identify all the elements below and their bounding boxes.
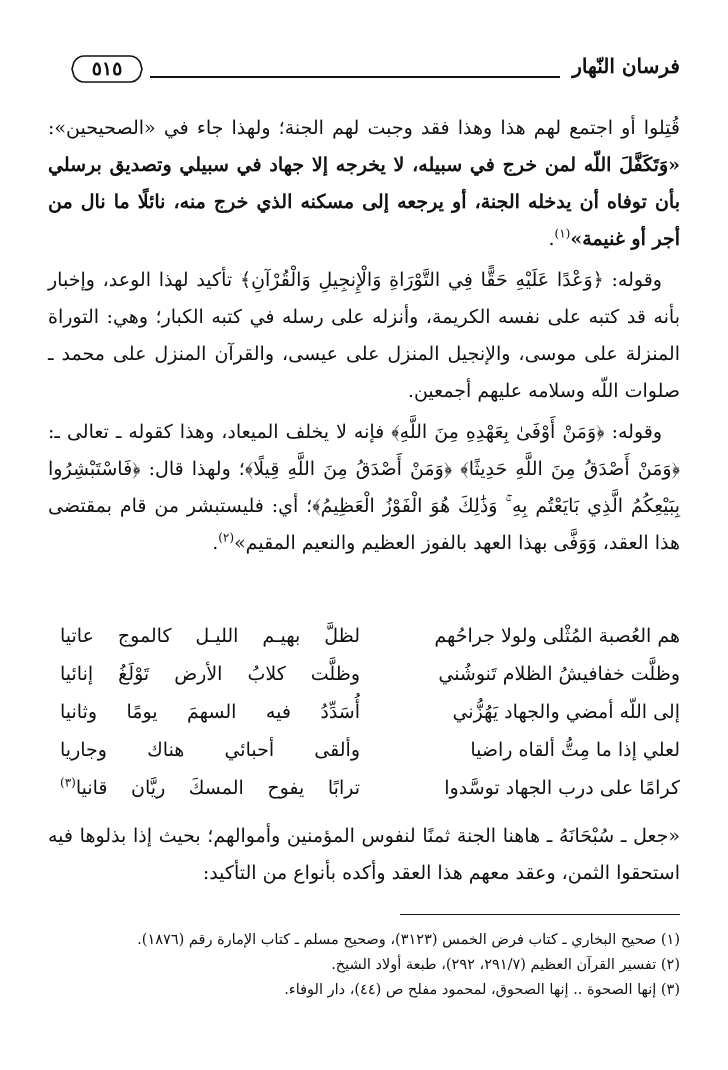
main-text [48, 110, 680, 566]
poem-hemistich-second: أُسَدِّدُ فيه السهمَ يومًا وثانيا [60, 701, 360, 723]
footnotes [48, 928, 680, 1003]
footnote-rule [400, 914, 680, 915]
poem-hemistich-first: إلى اللّه أمضي والجهاد يَهُزُّني [452, 701, 680, 723]
text-segment: فإنه لا يخلف الميعاد، وهذا كقوله ـ تعالى ـ: [48, 421, 385, 443]
page-number: ٥١٥ [91, 58, 123, 80]
poem [48, 625, 680, 815]
poem-hemistich-first: وظلَّت خفافيشُ الظلام تَنوشُني [438, 663, 680, 685]
quran-verse: ﴿وَعْدًا عَلَيْهِ حَقًّا فِي التَّوْرَاةِ وَالْإِنجِيلِ وَالْقُرْآنِ﴾ [239, 269, 604, 291]
poem-hemistich-text: ترابًا يفوح المسكَ ريَّان قانيا [75, 777, 360, 799]
quran-verse: ﴿وَمَنْ أَصْدَقُ مِنَ اللَّهِ قِيلًا﴾ [244, 458, 453, 480]
text-segment: ؛ أي: فليستبشر من قام بمقتضى هذا العقد، وَوَفَّى بهذا العهد بالفوز العظيم والنعيم المقيم» [48, 495, 680, 554]
poem-hemistich-second [60, 777, 360, 799]
poem-verse [48, 739, 680, 777]
text-segment: وقوله: [611, 269, 662, 291]
text-segment: ؛ ولهذا قال: [148, 458, 245, 480]
page-header [70, 50, 680, 94]
poem-verse [48, 663, 680, 701]
poem-hemistich-first: لعلي إذا ما مِتُّ ألقاه راضيا [470, 739, 680, 761]
page-number-badge [70, 54, 144, 84]
paragraph-covenant: وقوله: ﴿وَمَنْ أَوْفَىٰ بِعَهْدِهِ مِنَ اللَّهِ﴾ فإنه لا يخلف الميعاد، وهذا كقوله ـ تعالى ـ: ﴿وَمَنْ أَصْدَقُ مِنَ اللَّهِ حَدِيثًا﴾ ﴿وَمَنْ أَصْدَقُ مِنَ اللَّهِ قِيلًا﴾؛ ولهذا قال: ﴿فَاسْتَبْشِرُوا بِبَيْعِكُمُ الَّذِي بَايَعْتُم بِهِ ۚ وَذَٰلِكَ هُوَ الْفَوْزُ الْعَظِيمُ﴾؛ أي: فليستبشر من قام بمقتضى هذا العقد، وَوَفَّى بهذا العهد بالفوز العظيم والنعيم المقيم»$^{(٢)}$. [48, 421, 681, 554]
poem-hemistich-first: كرامًا على درب الجهاد توسَّدوا [444, 777, 680, 799]
poem-verse [48, 625, 680, 663]
quran-verse: ﴿وَمَنْ أَوْفَىٰ بِعَهْدِهِ مِنَ اللَّهِ﴾ [391, 421, 605, 443]
poem-verse [48, 777, 680, 815]
closing-text: «جعل ـ سُبْحَانَهُ ـ هاهنا الجنة ثمنًا لنفوس المؤمنين وأموالهم؛ بحيث إذا بذلوها فيه استحقوا الثمن، وعقد معهم هذا العقد وأكده بأنواع من التأكيد: [48, 825, 680, 884]
paragraph-hadith: قُتِلوا أو اجتمع لهم هذا وهذا فقد وجبت لهم الجنة؛ ولهذا جاء في «الصحيحين»: «وَتَكَفَّلَ اللّه لمن خرج في سبيله، لا يخرجه إلا جهاد في سبيلي وتصديق برسلي بأن توفاه أن يدخله الجنة، أو يرجعه إلى مسكنه الذي خرج منه، نائلًا ما نال من أجر أو غنيمة»$^{(١)}$. [48, 117, 680, 250]
quran-verse: ﴿فَاسْتَبْشِرُوا بِبَيْعِكُمُ الَّذِي بَايَعْتُم بِهِ ۚ وَذَٰلِكَ هُوَ الْفَوْزُ الْعَظِيمُ﴾ [48, 458, 680, 517]
poem-hemistich-second: لظلَّ بهيـم الليـل كالموج عاتيا [60, 625, 360, 647]
footnote-item: (١) صحيح البخاري ـ كتاب فرض الخمس (٣١٢٣)، وصحيح مسلم ـ كتاب الإمارة رقم (١٨٧٦). [137, 932, 680, 948]
poem-verse [48, 701, 680, 739]
closing-paragraph [48, 818, 680, 892]
quran-verse: ﴿وَمَنْ أَصْدَقُ مِنَ اللَّهِ حَدِيثًا﴾ [460, 458, 681, 480]
hadith-quote: «وَتَكَفَّلَ اللّه لمن خرج في سبيله، لا يخرجه إلا جهاد في سبيلي وتصديق برسلي بأن توفاه أن يدخله الجنة، أو يرجعه إلى مسكنه الذي خرج منه، نائلًا ما نال من أجر أو غنيمة» [48, 154, 680, 250]
header-rule [150, 76, 560, 78]
footnote-ref: (١) [554, 226, 571, 241]
footnote-ref: (٢) [218, 530, 235, 545]
running-title: فرسان النّهار [572, 54, 680, 78]
paragraph-promise [48, 262, 680, 410]
text-segment: تأكيد لهذا الوعد، وإخبار بأنه قد كتبه على نفسه الكريمة، وأنزله على رسله في كتبه الكبار؛ وهي: التوراة المنزلة على موسى، والإنجيل المنزل على عيسى، والقرآن المنزل على محمد ـ صلوات اللّه وسلامه عليهم أجمعين. [48, 269, 680, 402]
footnote-item: (٢) تفسير القرآن العظيم (٢٩١/٧، ٢٩٢)، طبعة أولاد الشيخ. [331, 957, 680, 973]
footnote-ref: (٣) [60, 775, 76, 790]
poem-hemistich-second: وظلَّت كلابُ الأرض تَوْلَغُ إنائيا [60, 663, 360, 685]
poem-hemistich-second: وألقى أحبائي هناك وجاريا [60, 739, 360, 761]
footnote-item: (٣) إنها الصحوة .. إنها الصحوق، لمحمود مفلح ص (٤٤)، دار الوفاء. [284, 982, 680, 998]
text-segment: وقوله: [611, 421, 663, 443]
poem-hemistich-first: هم العُصبة المُثْلى ولولا جراحُهم [434, 625, 680, 647]
text-segment: قُتِلوا أو اجتمع لهم هذا وهذا فقد وجبت لهم الجنة؛ ولهذا جاء في «الصحيحين»: [48, 117, 680, 139]
